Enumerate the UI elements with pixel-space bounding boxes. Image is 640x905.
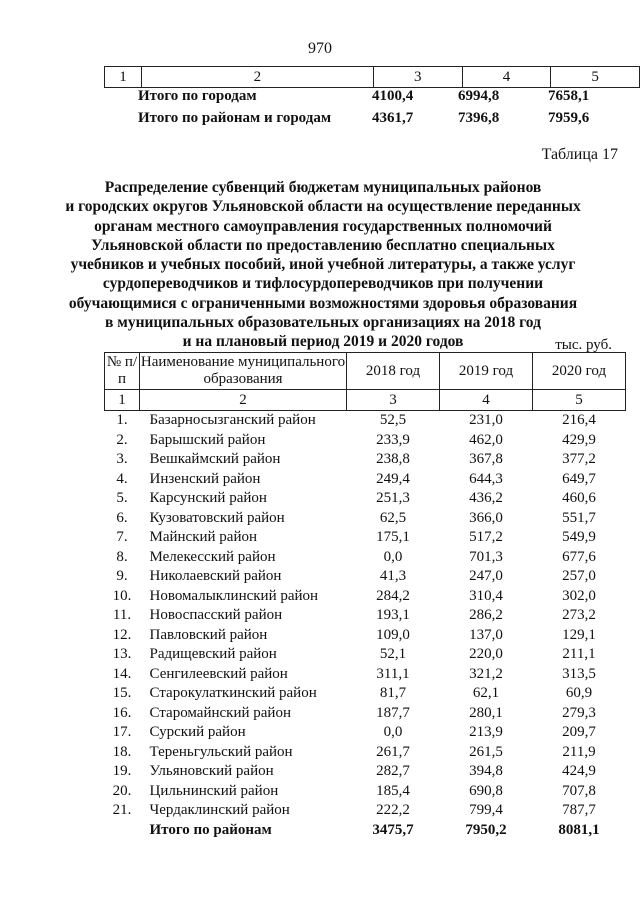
header-2019: 2019 год (440, 353, 533, 390)
district-name: Старомайнский район (149, 704, 291, 721)
column-number-1: 1 (105, 67, 142, 88)
value-2019: 517,2 (469, 529, 503, 545)
table-header-row (105, 353, 626, 390)
value-2020: 707,8 (562, 782, 596, 799)
column-number-3: 3 (373, 67, 462, 88)
value-2020: 302,0 (562, 587, 596, 604)
table-row (105, 665, 626, 685)
row-number: 9. (116, 568, 128, 584)
value-2018: 0,0 (383, 548, 403, 565)
value-2020: 677,6 (562, 548, 596, 565)
total-2019: 7950,2 (465, 821, 507, 838)
row-number: 16. (112, 704, 132, 721)
total-label: Итого по районам (149, 821, 272, 838)
district-name: Мелекесский район (149, 548, 276, 565)
value-2018: 175,1 (376, 529, 410, 545)
value-2019: 310,4 (469, 587, 503, 604)
value-2019: 690,8 (469, 782, 503, 799)
table-row (105, 626, 626, 646)
value-2020: 429,9 (562, 431, 596, 448)
value-2019: 286,2 (469, 607, 503, 623)
column-number-4: 4 (440, 390, 533, 411)
value-2018: 233,9 (376, 431, 410, 448)
table-row (105, 587, 626, 607)
value-2020: 377,2 (562, 451, 596, 467)
value-2018: 81,7 (379, 685, 407, 701)
continuation-table-header (104, 66, 640, 88)
total-cities-2019: 6994,8 (458, 88, 500, 104)
district-name: Радищевский район (149, 646, 277, 662)
column-number-2: 2 (141, 67, 373, 88)
table-body (105, 411, 626, 841)
total-cities-2020: 7658,1 (548, 88, 590, 104)
heading-line: Ульяновской области по предоставлению бесплатно специальных (91, 236, 555, 254)
value-2020: 313,5 (562, 665, 596, 682)
table-label: Таблица 17 (541, 146, 618, 163)
row-number: 13. (112, 646, 132, 662)
total-2018: 3475,7 (372, 821, 414, 838)
value-2020: 649,7 (562, 470, 596, 487)
table-row (105, 684, 626, 704)
total-districts-cities-2019: 7396,8 (458, 110, 500, 126)
heading-line: сурдопереводчиков и тифлосурдопереводчиков при получении (102, 275, 544, 293)
total-districts-cities-row (104, 110, 624, 132)
row-number: 21. (112, 802, 132, 818)
column-number-row (105, 390, 626, 411)
table-row (105, 411, 626, 431)
row-number: 4. (116, 470, 128, 487)
value-2020: 216,4 (562, 412, 596, 428)
row-number: 5. (116, 490, 128, 506)
value-2018: 222,2 (376, 802, 410, 818)
value-2019: 799,4 (469, 802, 503, 818)
row-number: 15. (112, 685, 132, 701)
row-number: 11. (112, 607, 132, 623)
row-number: 10. (112, 587, 132, 604)
row-number: 2. (116, 431, 128, 448)
district-name: Тереньгульский район (149, 743, 293, 760)
value-2020: 551,7 (562, 509, 596, 526)
value-2018: 109,0 (376, 626, 410, 643)
continuation-totals (104, 88, 624, 132)
table-row (105, 528, 626, 548)
column-number-1: 1 (105, 390, 140, 411)
row-number: 19. (112, 763, 132, 779)
row-number: 1. (116, 412, 128, 428)
district-name: Барышский район (149, 431, 266, 448)
value-2019: 394,8 (469, 763, 503, 779)
table-row (105, 450, 626, 470)
value-2020: 60,9 (565, 685, 593, 701)
row-number: 18. (112, 743, 132, 760)
heading-line: органам местного самоуправления государственных полномочий (94, 217, 552, 235)
value-2019: 366,0 (469, 509, 503, 526)
value-2018: 249,4 (376, 470, 410, 487)
value-2019: 137,0 (469, 626, 503, 643)
table-row (105, 801, 626, 821)
value-2020: 257,0 (562, 568, 596, 584)
total-cities-row (104, 88, 624, 110)
value-2020: 209,7 (562, 724, 596, 740)
table-row (105, 470, 626, 490)
value-2019: 436,2 (469, 490, 503, 506)
column-number-row (105, 67, 640, 88)
table-heading (40, 178, 606, 352)
district-name: Николаевский район (149, 568, 282, 584)
value-2020: 211,9 (562, 743, 596, 760)
table-row (105, 723, 626, 743)
value-2020: 273,2 (562, 607, 596, 623)
unit-label: тыс. руб. (555, 337, 612, 353)
value-2019: 261,5 (469, 743, 503, 760)
district-name: Чердаклинский район (149, 802, 290, 818)
column-number-5: 5 (533, 390, 626, 411)
table-row (105, 509, 626, 529)
total-districts-cities-2018: 4361,7 (372, 110, 414, 126)
value-2020: 424,9 (562, 763, 596, 779)
heading-line: в муниципальных образовательных организациях на 2018 год (105, 314, 541, 332)
table-row (105, 489, 626, 509)
total-districts-cities-label: Итого по районам и городам (138, 110, 332, 126)
header-name: Наименование муниципального образования (140, 353, 347, 390)
table-row (105, 762, 626, 782)
row-number: 7. (116, 529, 128, 545)
value-2019: 367,8 (469, 451, 503, 467)
value-2018: 52,5 (379, 412, 407, 428)
total-2020: 8081,1 (558, 821, 600, 838)
value-2018: 185,4 (376, 782, 410, 799)
value-2018: 52,1 (379, 646, 407, 662)
value-2019: 247,0 (469, 568, 503, 584)
value-2018: 282,7 (376, 763, 410, 779)
header-2018: 2018 год (347, 353, 440, 390)
header-num: № п/п (105, 353, 140, 390)
value-2020: 279,3 (562, 704, 596, 721)
value-2019: 213,9 (469, 724, 503, 740)
district-name: Вешкаймский район (149, 451, 281, 467)
heading-line: обучающимися с ограниченными возможностями здоровья образования (68, 294, 578, 312)
table-row (105, 743, 626, 763)
row-number: 20. (112, 782, 132, 799)
value-2019: 231,0 (469, 412, 503, 428)
row-number: 14. (112, 665, 132, 682)
value-2018: 193,1 (376, 607, 410, 623)
row-number: 8. (116, 548, 128, 565)
page-number: 970 (308, 40, 332, 57)
district-name: Ульяновский район (149, 763, 274, 779)
value-2019: 644,3 (469, 470, 503, 487)
column-number-5: 5 (551, 67, 640, 88)
district-name: Сенгилеевский район (149, 665, 288, 682)
value-2018: 284,2 (376, 587, 410, 604)
value-2019: 220,0 (469, 646, 503, 662)
value-2018: 261,7 (376, 743, 410, 760)
value-2018: 251,3 (376, 490, 410, 506)
table-row (105, 606, 626, 626)
value-2020: 129,1 (562, 626, 596, 643)
row-number: 3. (116, 451, 128, 467)
row-number: 17. (112, 724, 132, 740)
total-cities-label: Итого по городам (138, 88, 257, 104)
district-name: Кузоватовский район (149, 509, 285, 526)
subsidy-table (104, 352, 626, 840)
district-name: Карсунский район (149, 490, 267, 506)
heading-line: Распределение субвенций бюджетам муниципальных районов (104, 179, 542, 196)
value-2018: 311,1 (376, 665, 410, 682)
total-districts-cities-2020: 7959,6 (548, 110, 590, 126)
district-name: Базарносызганский район (149, 412, 316, 428)
value-2018: 62,5 (379, 509, 407, 526)
district-name: Старокулаткинский район (149, 685, 317, 701)
district-name: Павловский район (149, 626, 268, 643)
column-number-2: 2 (140, 390, 347, 411)
row-number: 6. (116, 509, 128, 526)
table-row (105, 548, 626, 568)
column-number-4: 4 (462, 67, 551, 88)
district-name: Новомалыклинский район (149, 587, 319, 604)
value-2019: 62,1 (472, 685, 500, 701)
row-number: 12. (112, 626, 132, 643)
value-2020: 460,6 (562, 490, 596, 506)
district-name: Инзенский район (149, 470, 261, 487)
value-2018: 187,7 (376, 704, 410, 721)
value-2019: 462,0 (469, 431, 503, 448)
table-row (105, 567, 626, 587)
district-name: Цильнинский район (149, 782, 279, 799)
value-2020: 211,1 (562, 646, 596, 662)
total-row-blank (105, 821, 140, 841)
value-2019: 321,2 (469, 665, 503, 682)
value-2020: 787,7 (562, 802, 596, 818)
table-row (105, 431, 626, 451)
value-2020: 549,9 (562, 529, 596, 545)
total-row (105, 821, 626, 841)
total-cities-2018: 4100,4 (372, 88, 414, 104)
heading-line: и на плановый период 2019 и 2020 годов (182, 333, 464, 351)
district-name: Новоспасский район (149, 607, 283, 623)
value-2018: 0,0 (383, 724, 403, 740)
value-2018: 238,8 (376, 451, 410, 467)
value-2019: 701,3 (469, 548, 503, 565)
column-number-3: 3 (347, 390, 440, 411)
table-row (105, 782, 626, 802)
heading-line: и городских округов Ульяновской области на осуществление переданных (65, 198, 581, 216)
value-2019: 280,1 (469, 704, 503, 721)
header-2020: 2020 год (533, 353, 626, 390)
value-2018: 41,3 (379, 568, 407, 584)
district-name: Майнский район (149, 529, 258, 545)
table-row (105, 645, 626, 665)
district-name: Сурский район (149, 724, 246, 740)
heading-line: учебников и учебных пособий, иной учебной литературы, а также услуг (70, 256, 576, 274)
table-row (105, 704, 626, 724)
